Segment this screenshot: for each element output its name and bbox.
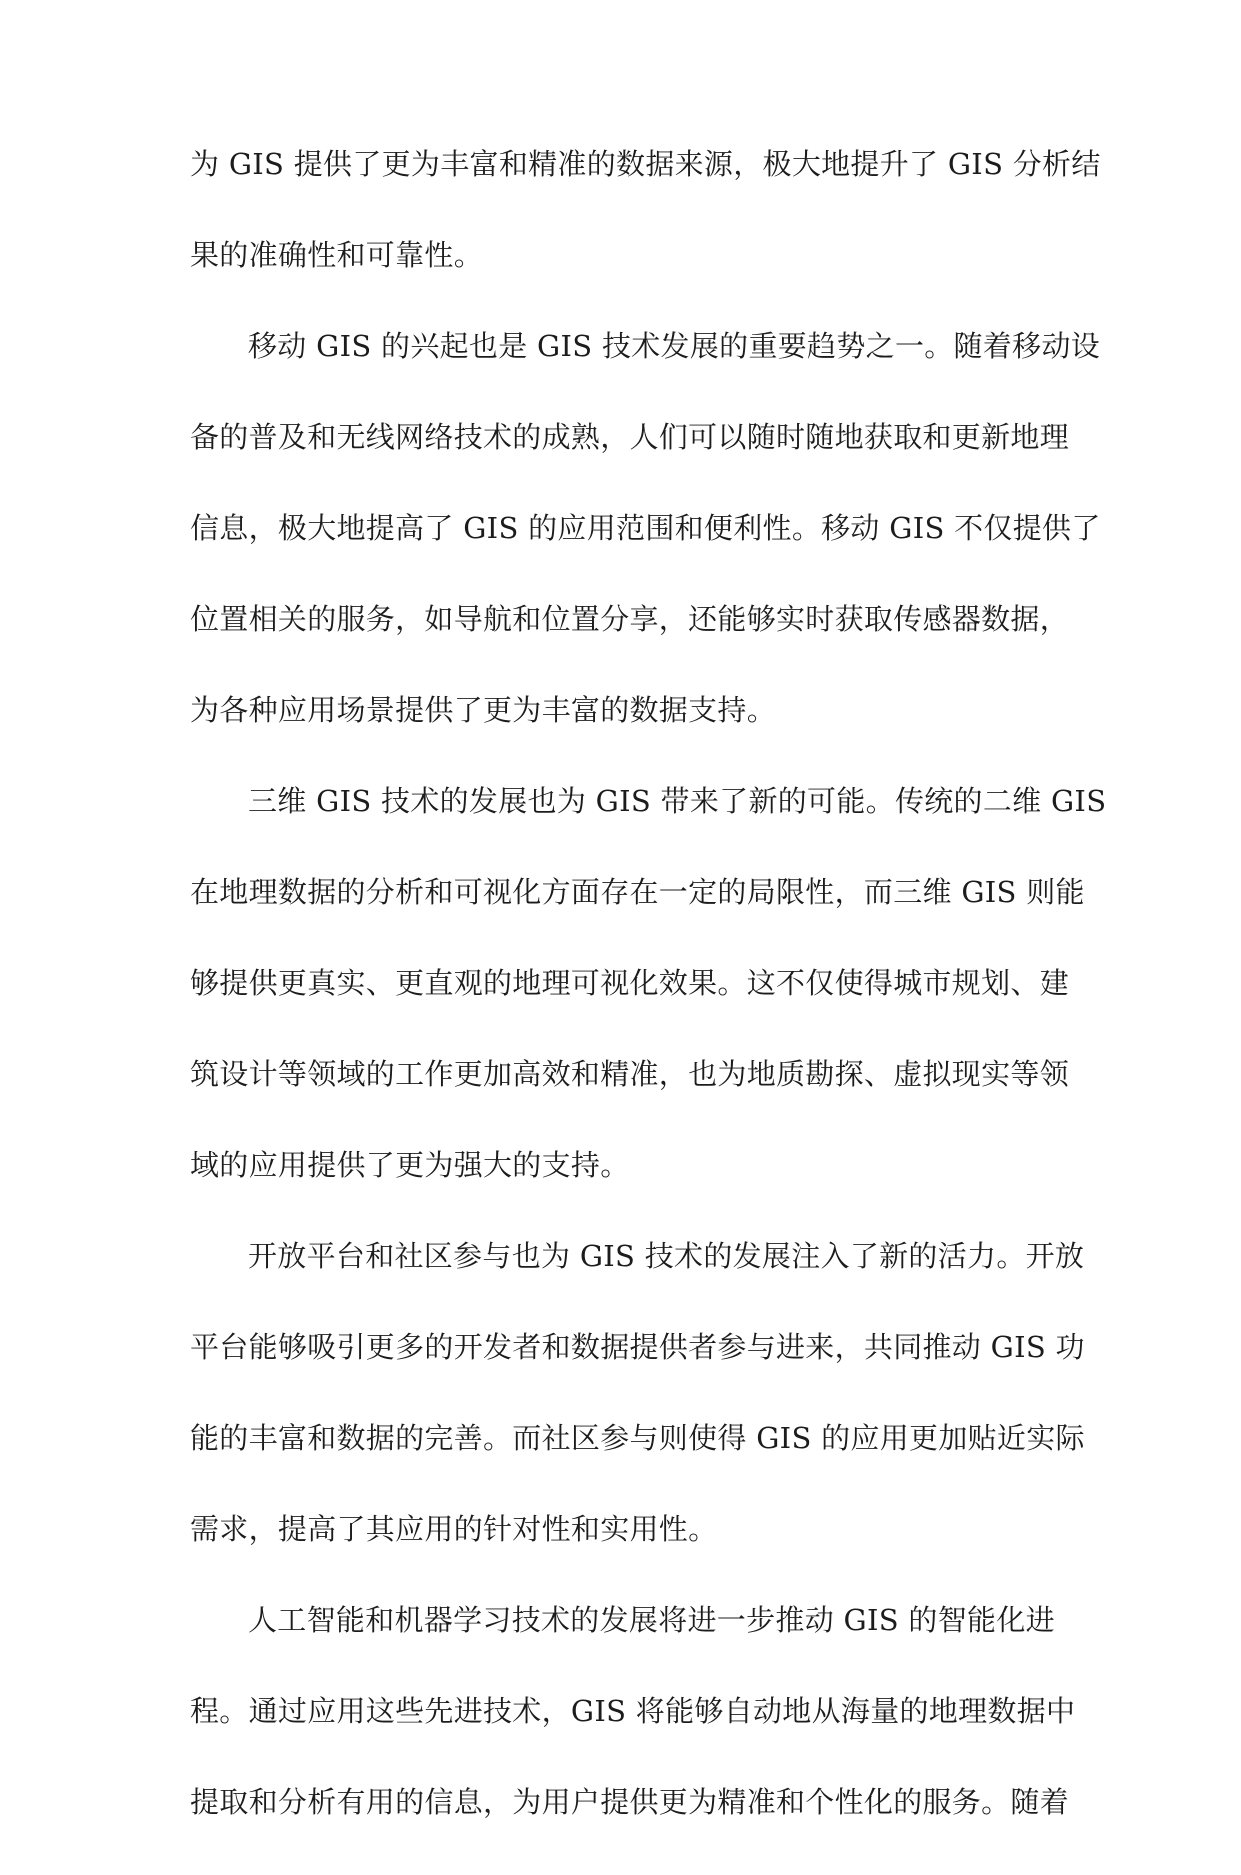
- text-line: 为 GIS 提供了更为丰富和精准的数据来源，极大地提升了 GIS 分析结: [190, 147, 1101, 181]
- text-line: 备的普及和无线网络技术的成熟，人们可以随时随地获取和更新地理: [190, 420, 1070, 454]
- text-line: 在地理数据的分析和可视化方面存在一定的局限性，而三维 GIS 则能: [190, 875, 1085, 909]
- document-body: [190, 146, 1107, 1875]
- paragraph-first-line: 人工智能和机器学习技术的发展将进一步推动 GIS 的智能化进: [248, 1603, 1055, 1637]
- text-line: 信息，极大地提高了 GIS 的应用范围和便利性。移动 GIS 不仅提供了: [190, 511, 1101, 545]
- text-line: 能的丰富和数据的完善。而社区参与则使得 GIS 的应用更加贴近实际: [190, 1421, 1085, 1455]
- text-line: 为各种应用场景提供了更为丰富的数据支持。: [190, 693, 777, 727]
- text-line: 够提供更真实、更直观的地理可视化效果。这不仅使得城市规划、建: [190, 966, 1070, 1000]
- text-line: 程。通过应用这些先进技术，GIS 将能够自动地从海量的地理数据中: [190, 1694, 1076, 1728]
- text-line: 域的应用提供了更为强大的支持。: [190, 1148, 630, 1182]
- paragraph-first-line: 三维 GIS 技术的发展也为 GIS 带来了新的可能。传统的二维 GIS: [248, 784, 1107, 818]
- text-line: 需求，提高了其应用的针对性和实用性。: [190, 1512, 718, 1546]
- text-line: 平台能够吸引更多的开发者和数据提供者参与进来，共同推动 GIS 功: [190, 1330, 1085, 1364]
- paragraph-first-line: 移动 GIS 的兴起也是 GIS 技术发展的重要趋势之一。随着移动设: [248, 329, 1101, 363]
- text-line: 提取和分析有用的信息，为用户提供更为精准和个性化的服务。随着: [190, 1785, 1070, 1819]
- text-line: 果的准确性和可靠性。: [190, 238, 484, 272]
- paragraph-first-line: 开放平台和社区参与也为 GIS 技术的发展注入了新的活力。开放: [248, 1239, 1085, 1273]
- text-line: 位置相关的服务，如导航和位置分享，还能够实时获取传感器数据，: [190, 602, 1070, 636]
- text-line: 筑设计等领域的工作更加高效和精准，也为地质勘探、虚拟现实等领: [190, 1057, 1070, 1091]
